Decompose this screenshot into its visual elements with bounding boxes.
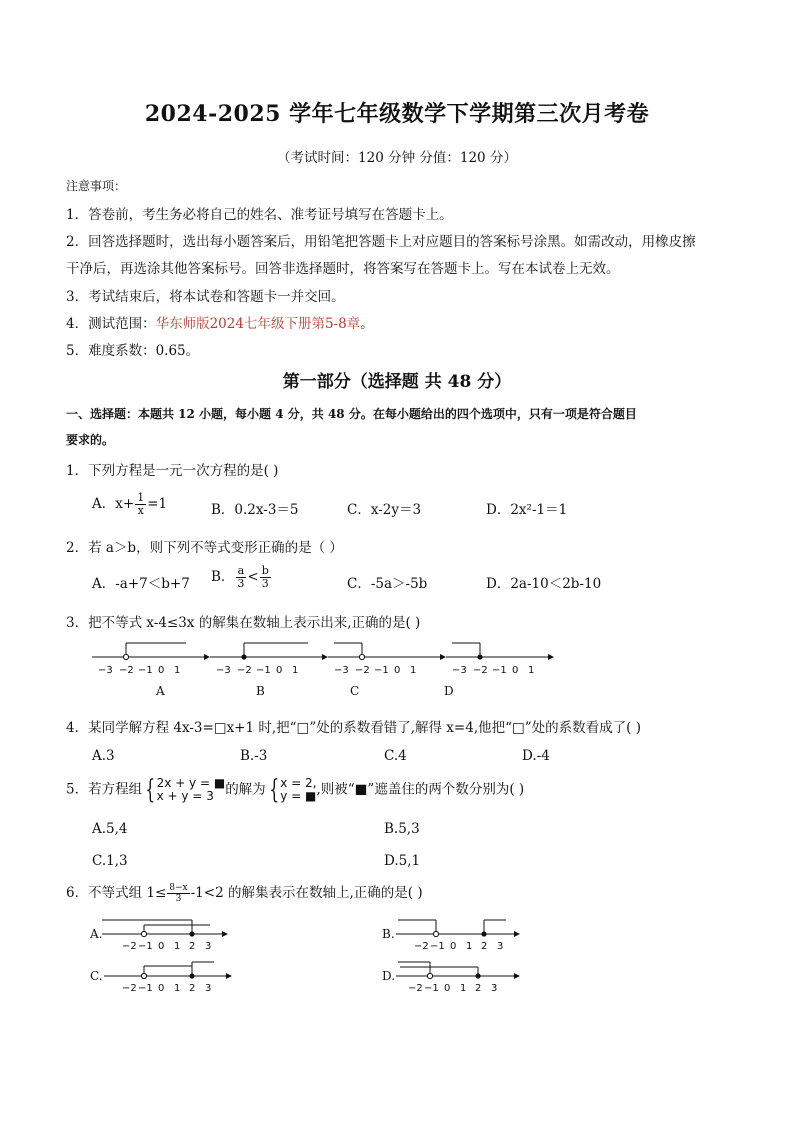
brace-icon: { [145, 775, 156, 805]
q3-a-tick-m1: −1 [138, 665, 153, 676]
q6-a-tick-1: 1 [174, 941, 181, 952]
q5-stem [66, 777, 524, 803]
q5-solution-system [266, 777, 317, 803]
exam-title: 2024-2025 学年七年级数学下学期第三次月考卷 [144, 101, 650, 127]
q6-number-lines [86, 910, 536, 994]
q6-c-tick-1: 1 [174, 983, 181, 994]
q6-a-tick-0: 0 [158, 941, 165, 952]
q2-option-d: D．2a-10＜2b-10 [486, 576, 602, 592]
instructions-line-2: 要求的。 [66, 433, 115, 447]
q6-c-tick-0: 0 [158, 983, 165, 994]
q1-option-c: C．x-2y＝3 [347, 502, 422, 518]
q6-d-tick-m1: −1 [424, 983, 439, 994]
q6-b-tick-3: 3 [497, 941, 504, 952]
q3-option-d-line [444, 643, 554, 698]
q6-b-tick-2: 2 [481, 941, 488, 952]
q2-option-a: A．-a+7＜b+7 [92, 576, 190, 592]
q6-c-tick-2: 2 [189, 983, 196, 994]
q1-a-prefix: A．x+ [92, 496, 135, 512]
q3-option-b-line [210, 643, 328, 698]
q3-d-tick-0: 0 [512, 665, 519, 676]
q3-a-tick-0: 0 [158, 665, 165, 676]
q1-option-a [92, 492, 167, 517]
note-5: 5．难度系数：0.65。 [66, 343, 200, 359]
note-2b: 干净后，再选涂其他答案标号。回答非选择题时，将答案写在答题卡上。写在本试卷上无效。 [66, 261, 620, 277]
q6-numerator: 8−x [169, 883, 188, 893]
q3-d-tick-m1: −1 [492, 665, 507, 676]
q1-a-denominator: x [137, 504, 144, 517]
q3-b-tick-0: 0 [276, 665, 283, 676]
note-4-suffix: 。 [360, 316, 374, 332]
q6-a-tick-m2: −2 [122, 941, 137, 952]
q6-label-d: D. [382, 969, 396, 983]
q2-b-prefix: B． [211, 569, 235, 585]
q2-b-numerator-2: b [261, 564, 269, 577]
q6-a-tick-m1: −1 [138, 941, 153, 952]
q3-b-tick-1: 1 [292, 665, 299, 676]
q6-b-tick-m1: −1 [430, 941, 445, 952]
q6-option-a-line [89, 920, 228, 952]
q4-option-a: A.3 [92, 748, 115, 764]
q2-b-fraction-1 [235, 565, 246, 590]
q6-d-tick-1: 1 [460, 983, 467, 994]
q6-d-tick-m2: −2 [408, 983, 423, 994]
section-title: 第一部分（选择题 共 48 分） [282, 372, 512, 392]
q2-option-b [211, 565, 272, 590]
q2-b-fraction-2 [260, 565, 271, 590]
q6-label-c: C. [90, 969, 103, 983]
q5-option-a: A.5,4 [92, 821, 128, 837]
q5-option-c: C.1,3 [92, 853, 128, 869]
instructions-line-1: 一、选择题：本题共 12 小题，每小题 4 分，共 48 分。在每小题给出的四个选项中，只有一项是符合题目 [66, 407, 637, 421]
q1-a-numerator: 1 [137, 491, 145, 504]
q4-option-d: D.-4 [522, 748, 550, 764]
q3-option-a-line [92, 643, 210, 698]
q3-b-tick-m1: −1 [256, 665, 271, 676]
q6-label-b: B. [382, 927, 395, 941]
q5-option-d: D.5,1 [384, 853, 421, 869]
q2-b-operator: < [247, 569, 259, 585]
q6-label-a: A. [90, 927, 103, 941]
q6-a-tick-3: 3 [205, 941, 212, 952]
q1-a-fraction [135, 492, 146, 517]
note-4-prefix: 4．测试范围： [66, 316, 156, 332]
q6-b-tick-1: 1 [466, 941, 473, 952]
q6-d-tick-0: 0 [444, 983, 451, 994]
q3-b-tick-m3: −3 [216, 665, 231, 676]
q6-option-c-line [90, 962, 232, 994]
q3-c-tick-0: 0 [394, 665, 401, 676]
q6-stem-suffix: -1<2 的解集表示在数轴上,正确的是( ) [190, 885, 423, 901]
q6-stem [66, 881, 423, 904]
notes-heading: 注意事项： [66, 179, 127, 193]
note-2a: 2．回答选择题时，选出每小题答案后，用铅笔把答题卡上对应题目的答案标号涂黑。如需改动，用橡皮擦 [66, 234, 696, 250]
q5-stem-suffix: ,则被“■”遮盖住的两个数分别为( ) [316, 781, 525, 798]
q3-label-c: C [350, 684, 360, 698]
q3-d-tick-m2: −2 [473, 665, 488, 676]
q3-label-a: A [156, 684, 165, 698]
q6-denominator: 3 [175, 894, 182, 904]
q6-c-tick-m1: −1 [138, 983, 153, 994]
q6-b-tick-0: 0 [450, 941, 457, 952]
q3-c-tick-m2: −2 [355, 665, 370, 676]
q5-stem-middle: 的解为 [225, 781, 266, 798]
q6-option-d-line [382, 962, 520, 994]
q3-number-lines [86, 633, 566, 703]
note-4 [66, 312, 374, 332]
q6-fraction [167, 883, 189, 904]
q5-stem-prefix: 5．若方程组 [66, 781, 143, 798]
q6-c-tick-3: 3 [205, 983, 212, 994]
test-range: 华东师版2024七年级下册第5-8章 [155, 316, 361, 332]
q3-d-tick-m3: −3 [452, 665, 467, 676]
q3-c-tick-m1: −1 [374, 665, 389, 676]
q3-d-tick-1: 1 [528, 665, 535, 676]
q6-option-b-line [382, 920, 520, 952]
q3-b-tick-m2: −2 [237, 665, 252, 676]
q3-stem: 3．把不等式 x-4≤3x 的解集在数轴上表示出来,正确的是( ) [66, 615, 421, 631]
q1-option-d: D．2x²-1＝1 [486, 502, 568, 518]
q6-c-tick-m2: −2 [122, 983, 137, 994]
q2-b-denominator-1: 3 [237, 577, 245, 590]
q3-c-tick-m3: −3 [334, 665, 349, 676]
q3-c-tick-1: 1 [410, 665, 417, 676]
note-1: 1．答卷前，考生务必将自己的姓名、准考证号填写在答题卡上。 [66, 207, 453, 223]
q5-option-b: B.5,3 [384, 821, 420, 837]
q4-stem: 4．某同学解方程 4x-3=□x+1 时,把“□”处的系数看错了,解得 x=4,他把“□”处的系数看成了( ) [66, 720, 641, 736]
q3-label-d: D [444, 684, 454, 698]
q3-label-b: B [256, 684, 265, 698]
q6-stem-prefix: 6．不等式组 1≤ [66, 885, 167, 901]
q6-a-tick-2: 2 [189, 941, 196, 952]
q6-d-tick-2: 2 [475, 983, 482, 994]
q5-equation-system [142, 777, 225, 803]
q1-option-b: B．0.2x-3＝5 [211, 502, 299, 518]
q3-option-c-line [328, 643, 446, 698]
q5-solution-row-2: y = ■ [280, 789, 317, 803]
exam-subtitle: （考试时间：120 分钟 分值：120 分） [277, 150, 517, 166]
q1-stem: 1．下列方程是一元一次方程的是( ) [66, 463, 279, 479]
q5-system-row-2: x + y = 3 [156, 789, 214, 803]
q3-a-tick-1: 1 [174, 665, 181, 676]
q1-a-suffix: =1 [147, 496, 168, 512]
q5-solution-row-1: x = 2, [280, 776, 317, 790]
q4-option-b: B.-3 [240, 748, 268, 764]
q5-system-row-1: 2x + y = ■ [156, 776, 226, 790]
q6-d-tick-3: 3 [491, 983, 498, 994]
brace-icon: { [268, 775, 279, 805]
q2-option-c: C．-5a＞-5b [347, 576, 428, 592]
note-3: 3．考试结束后，将本试卷和答题卡一并交回。 [66, 289, 345, 305]
q2-b-numerator-1: a [237, 564, 245, 577]
q4-option-c: C.4 [384, 748, 407, 764]
q2-stem: 2．若 a＞b，则下列不等式变形正确的是（ ） [66, 540, 343, 556]
q6-b-tick-m2: −2 [414, 941, 429, 952]
q3-a-tick-m3: −3 [98, 665, 113, 676]
q2-b-denominator-2: 3 [261, 577, 269, 590]
q3-a-tick-m2: −2 [119, 665, 134, 676]
